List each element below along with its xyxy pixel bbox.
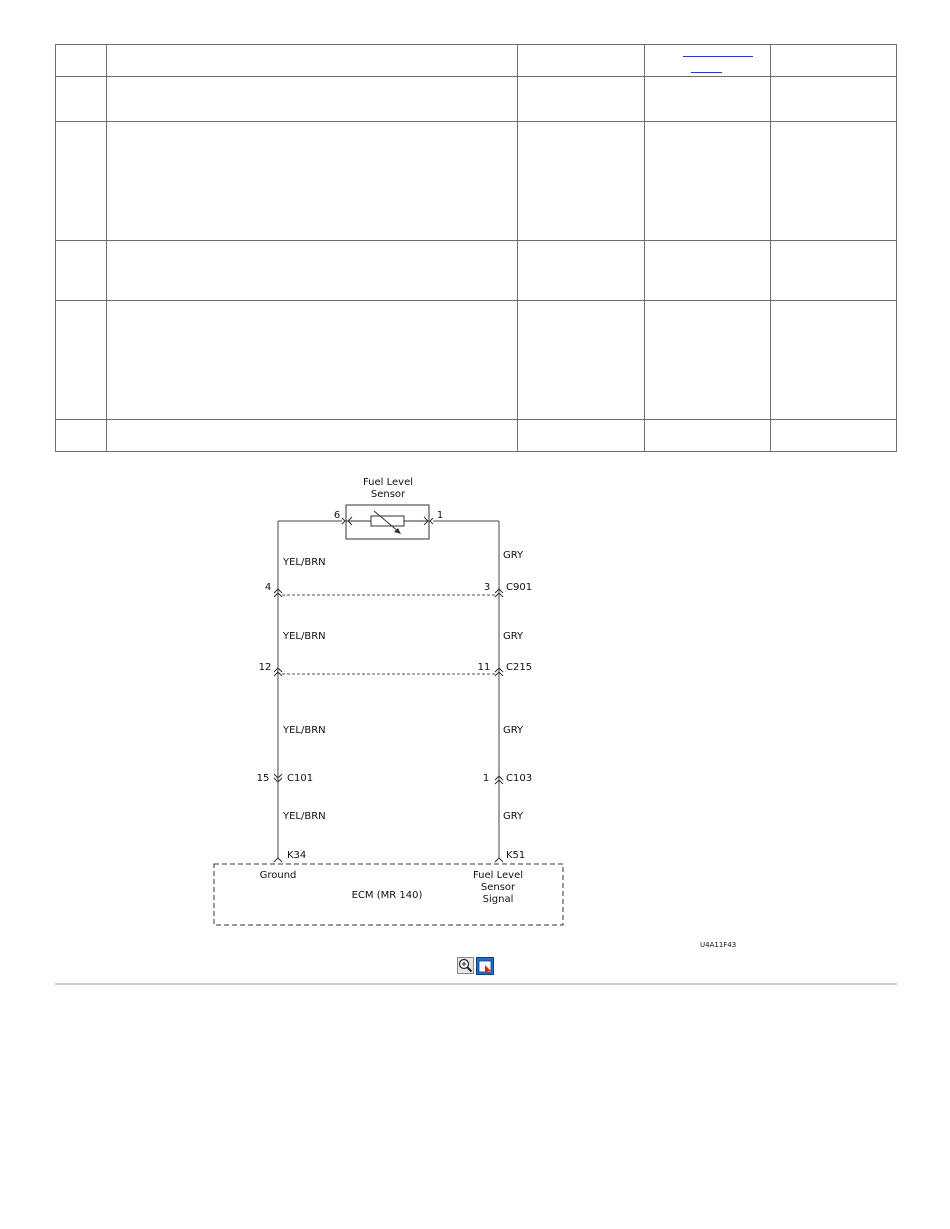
wire-color-left-2: YEL/BRN — [283, 631, 326, 642]
zoom-in-icon[interactable] — [458, 958, 474, 974]
sensor-name-line2: Sensor — [370, 489, 406, 500]
popup-window-icon[interactable] — [477, 958, 494, 975]
wire-color-left-4: YEL/BRN — [283, 811, 326, 822]
connector-c101-label: C101 — [287, 773, 314, 784]
c101-pin: 15 — [256, 773, 270, 784]
connector-c215-label: C215 — [506, 662, 533, 673]
sensor-pin-left: 6 — [333, 510, 341, 521]
diagram-tools — [457, 957, 495, 975]
ecm-ground-label: Ground — [259, 870, 297, 881]
section-divider — [55, 983, 897, 985]
c901-right-pin: 3 — [483, 582, 491, 593]
wire-color-right-2: GRY — [503, 631, 524, 642]
ecm-pin-k51: K51 — [506, 850, 526, 861]
wire-color-right-1: GRY — [503, 550, 524, 561]
sensor-name-line1: Fuel Level — [362, 477, 414, 488]
diagram-code: U4A11F43 — [700, 941, 737, 949]
connector-c103-label: C103 — [506, 773, 533, 784]
wire-color-right-4: GRY — [503, 811, 524, 822]
connector-c901-label: C901 — [506, 582, 533, 593]
wire-color-right-3: GRY — [503, 725, 524, 736]
ecm-signal-label-line2: Sensor — [480, 882, 516, 893]
c901-left-pin: 4 — [264, 582, 272, 593]
ecm-pin-k34: K34 — [287, 850, 307, 861]
ecm-name: ECM (MR 140) — [351, 890, 423, 901]
variable-resistor-icon — [371, 516, 404, 526]
wire-color-left-3: YEL/BRN — [283, 725, 326, 736]
c103-pin: 1 — [482, 773, 490, 784]
ecm-signal-label-line3: Signal — [482, 894, 514, 905]
wire-color-left-1: YEL/BRN — [283, 557, 326, 568]
sensor-pin-right: 1 — [436, 510, 444, 521]
ecm-signal-label-line1: Fuel Level — [472, 870, 524, 881]
c215-left-pin: 12 — [258, 662, 272, 673]
c215-right-pin: 11 — [477, 662, 491, 673]
